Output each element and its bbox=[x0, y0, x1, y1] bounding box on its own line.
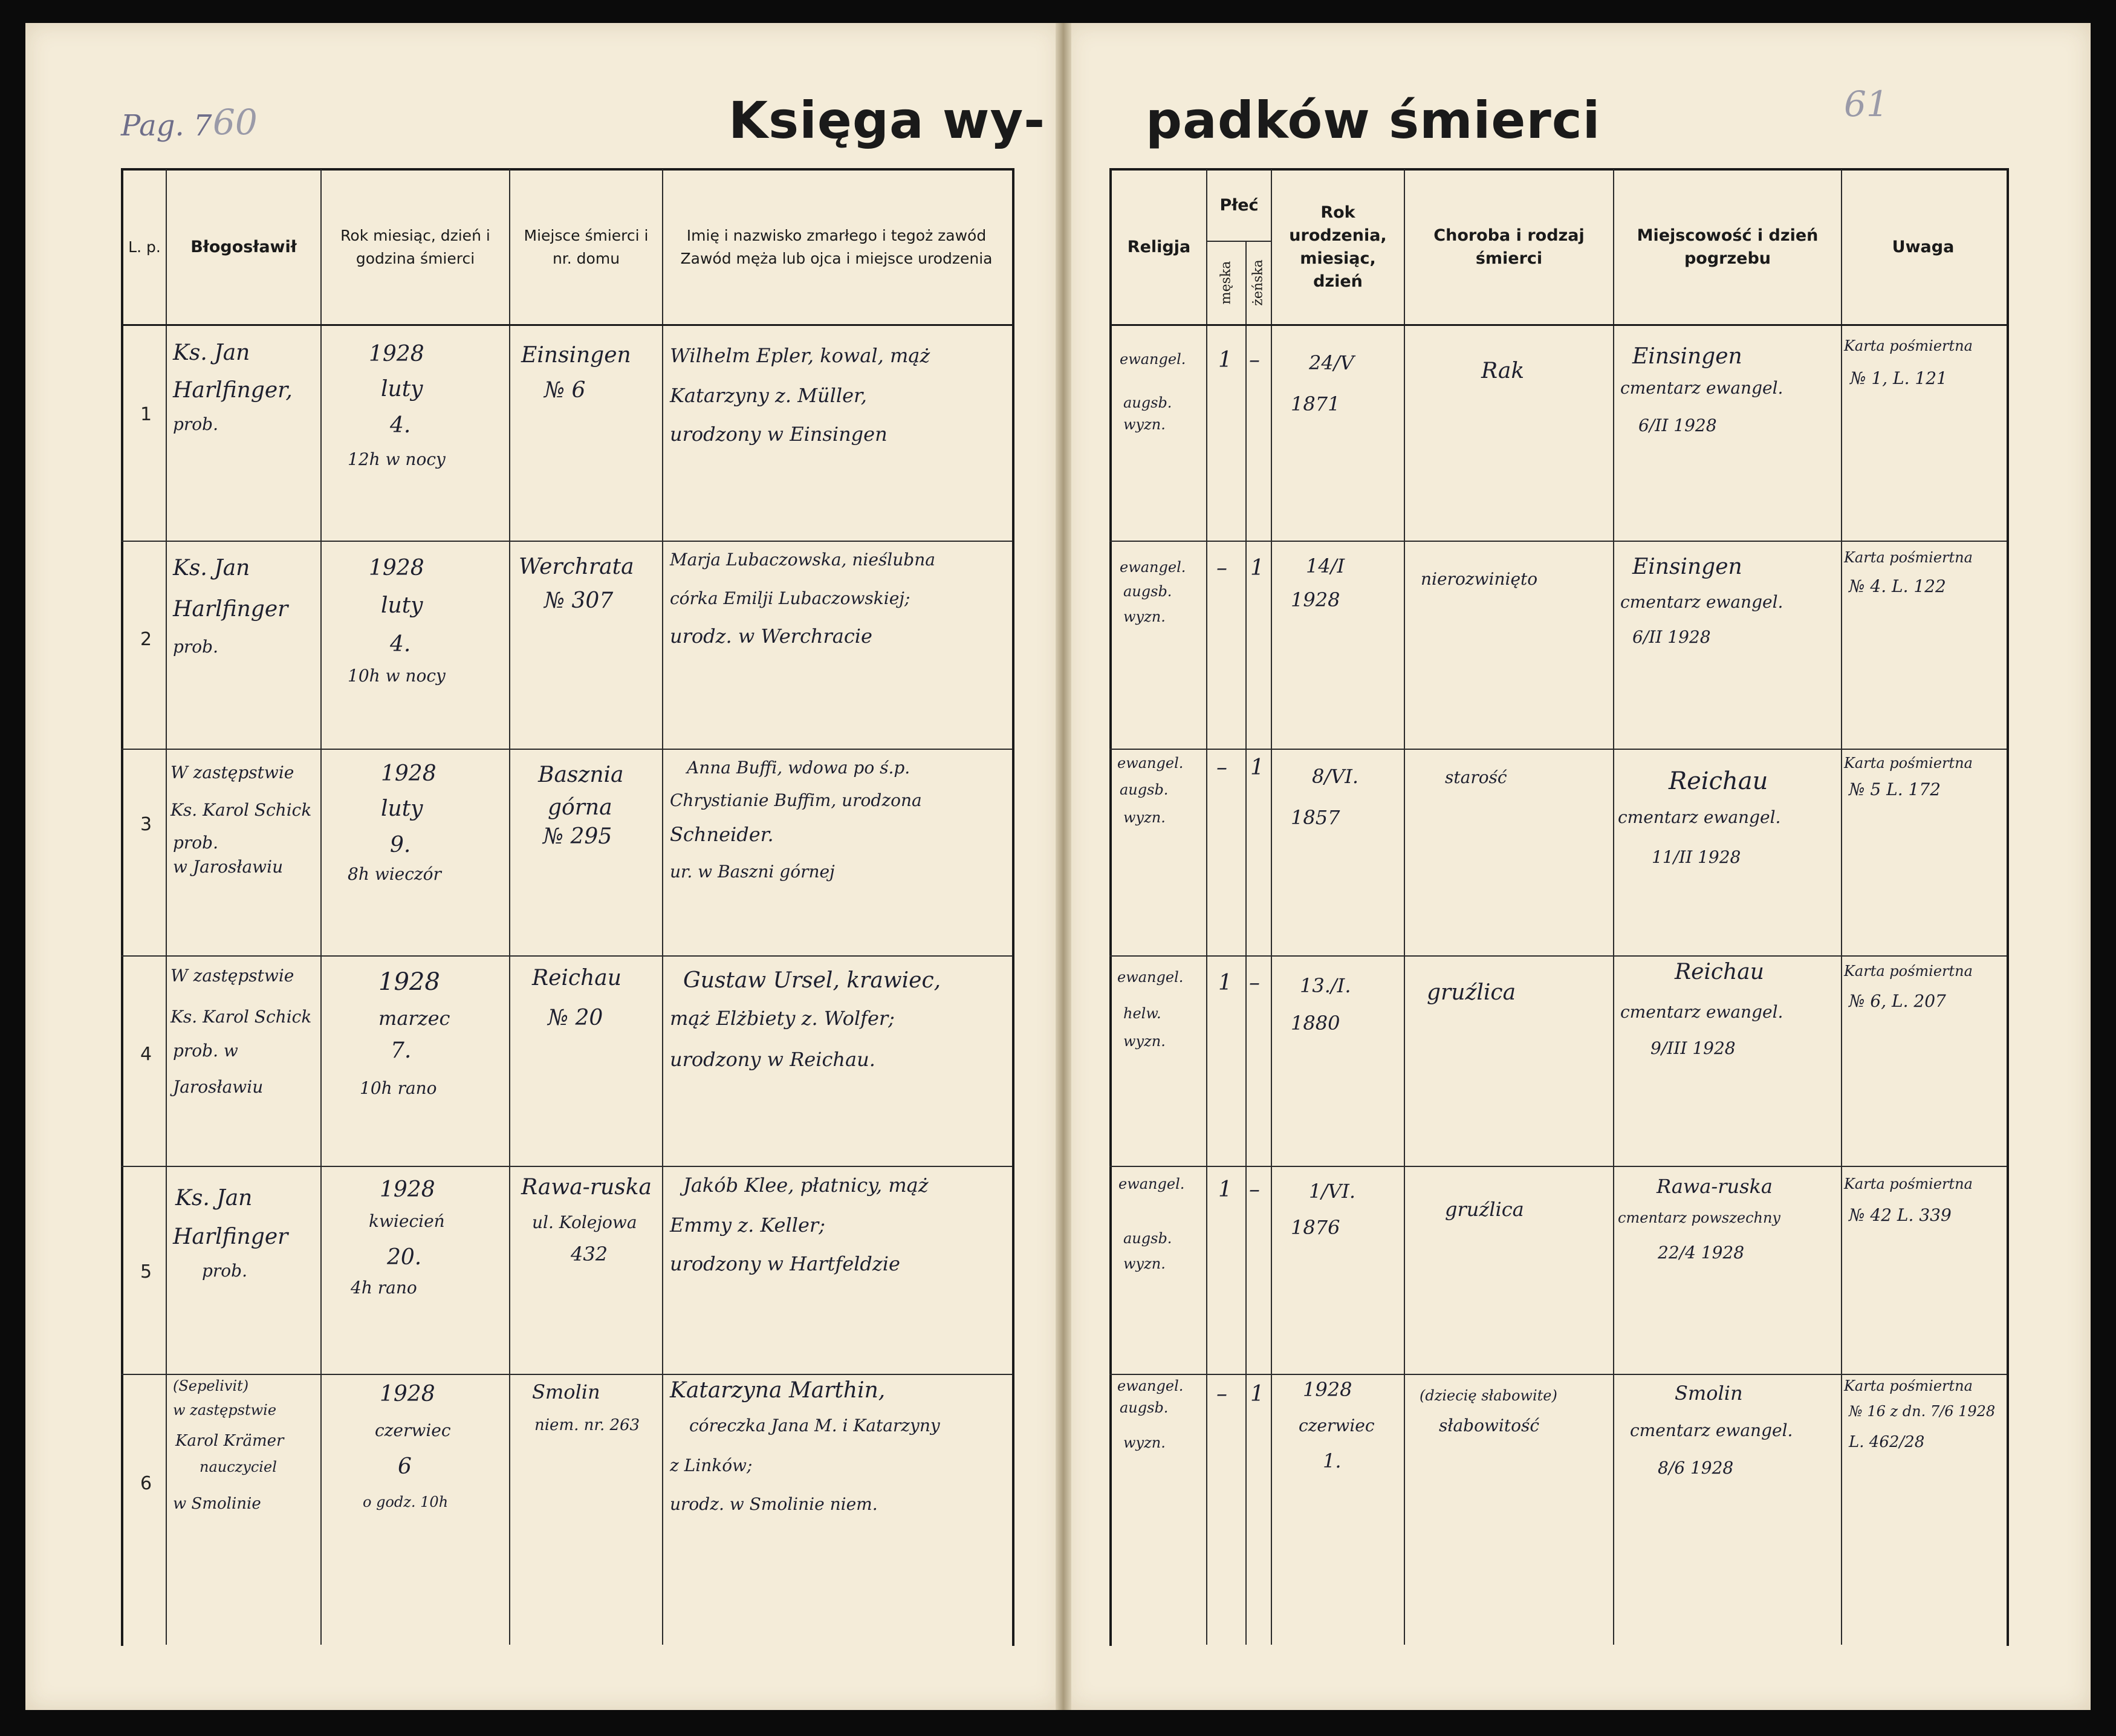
row-6-religja-2: augsb. bbox=[1120, 1399, 1169, 1416]
header-line bbox=[1109, 324, 2007, 326]
row-6-religja-1: ewangel. bbox=[1117, 1377, 1184, 1394]
row-5-lp: 5 bbox=[140, 1261, 152, 1282]
col-line bbox=[1841, 169, 1842, 1645]
row-2-pogrzeb-3: 6/II 1928 bbox=[1632, 627, 1711, 647]
row-1-data-4: 12h w nocy bbox=[348, 449, 446, 469]
row-3-miejsce-3: № 295 bbox=[543, 824, 612, 849]
row-line bbox=[121, 749, 1012, 750]
row-2-meska: – bbox=[1216, 556, 1227, 580]
row-1-choroba-1: Rak bbox=[1481, 359, 1525, 383]
row-6-blogoslawil-5: w Smolinie bbox=[173, 1495, 261, 1513]
row-1-meska: 1 bbox=[1218, 348, 1232, 372]
row-3-meska: – bbox=[1216, 755, 1227, 780]
row-2-blogoslawil-3: prob. bbox=[173, 637, 218, 657]
row-5-imie-2: Emmy z. Keller; bbox=[670, 1214, 825, 1237]
row-5-miejsce-2: ul. Kolejowa bbox=[532, 1212, 637, 1232]
row-1-data-1: 1928 bbox=[369, 342, 424, 366]
row-2-urodzenie-2: 1928 bbox=[1291, 588, 1340, 611]
row-line bbox=[121, 955, 1012, 957]
row-2-data-3: 4. bbox=[390, 632, 411, 657]
row-1-miejsce-1: Einsingen bbox=[521, 343, 631, 368]
row-6-blogoslawil-1: (Sepelivit) bbox=[173, 1377, 249, 1394]
row-6-uwaga-3: L. 462/28 bbox=[1849, 1433, 1925, 1451]
row-5-data-1: 1928 bbox=[380, 1177, 435, 1202]
page-number-left: 60 bbox=[213, 102, 258, 143]
row-5-data-3: 20. bbox=[387, 1245, 422, 1270]
row-1-pogrzeb-2: cmentarz ewangel. bbox=[1620, 378, 1783, 398]
row-3-blogoslawil-3: prob. bbox=[173, 833, 218, 853]
row-3-religja-1: ewangel. bbox=[1117, 755, 1184, 772]
row-6-urodzenie-2: czerwiec bbox=[1299, 1416, 1375, 1435]
header-lp: L. p. bbox=[128, 238, 161, 256]
row-6-pogrzeb-3: 8/6 1928 bbox=[1658, 1458, 1734, 1478]
row-4-uwaga-2: № 6, L. 207 bbox=[1849, 991, 1946, 1011]
row-2-data-4: 10h w nocy bbox=[348, 666, 446, 686]
row-6-data-4: o godz. 10h bbox=[363, 1494, 449, 1510]
row-3-zenska: 1 bbox=[1250, 755, 1264, 780]
row-3-pogrzeb-2: cmentarz ewangel. bbox=[1618, 807, 1781, 827]
row-3-miejsce-1: Basznia bbox=[538, 762, 624, 787]
row-3-choroba-1: starość bbox=[1445, 767, 1507, 787]
row-4-blogoslawil-3: prob. w bbox=[173, 1041, 238, 1061]
row-5-pogrzeb-3: 22/4 1928 bbox=[1658, 1243, 1745, 1263]
row-2-religja-1: ewangel. bbox=[1120, 559, 1186, 576]
row-4-imie-2: mąż Elżbiety z. Wolfer; bbox=[670, 1007, 895, 1030]
row-2-blogoslawil-2: Harlfinger bbox=[173, 597, 288, 622]
row-4-imie-3: urodzony w Reichau. bbox=[670, 1048, 875, 1071]
row-2-miejsce-2: № 307 bbox=[544, 588, 614, 613]
row-4-miejsce-1: Reichau bbox=[532, 966, 621, 990]
row-4-urodzenie-2: 1880 bbox=[1291, 1012, 1340, 1035]
row-line bbox=[1109, 1374, 2007, 1375]
row-5-blogoslawil-3: prob. bbox=[202, 1261, 247, 1281]
row-4-religja-3: wyzn. bbox=[1123, 1033, 1166, 1050]
row-1-urodzenie-2: 1871 bbox=[1291, 392, 1340, 415]
row-6-imie-2: córeczka Jana M. i Katarzyny bbox=[689, 1416, 940, 1435]
row-1-imie-1: Wilhelm Epler, kowal, mąż bbox=[670, 344, 930, 367]
page-note: Pag. 7 bbox=[121, 109, 212, 143]
book-gutter bbox=[1056, 23, 1071, 1710]
row-4-pogrzeb-1: Reichau bbox=[1675, 960, 1764, 984]
row-5-data-4: 4h rano bbox=[351, 1278, 417, 1298]
row-5-miejsce-3: 432 bbox=[571, 1243, 608, 1266]
header-meska: męska bbox=[1218, 261, 1234, 305]
row-5-blogoslawil-1: Ks. Jan bbox=[175, 1186, 253, 1211]
col-line bbox=[1613, 169, 1614, 1645]
row-2-choroba-1: nierozwinięto bbox=[1421, 569, 1538, 589]
row-3-religja-2: augsb. bbox=[1120, 781, 1169, 798]
row-5-data-2: kwiecień bbox=[369, 1211, 445, 1231]
row-5-imie-1: Jakób Klee, płatnicy, mąż bbox=[683, 1174, 929, 1197]
row-2-miejsce-1: Werchrata bbox=[519, 554, 634, 579]
right-table-frame bbox=[1109, 168, 2009, 1646]
row-6-imie-1: Katarzyna Marthin, bbox=[670, 1378, 886, 1403]
row-3-miejsce-2: górna bbox=[548, 795, 612, 820]
row-2-uwaga-2: № 4. L. 122 bbox=[1849, 576, 1946, 596]
row-1-uwaga-1: Karta pośmiertna bbox=[1844, 337, 1973, 354]
header-plec: Płeć bbox=[1219, 196, 1259, 215]
row-3-urodzenie-1: 8/VI. bbox=[1312, 765, 1359, 788]
row-4-blogoslawil-4: Jarosławiu bbox=[173, 1077, 264, 1097]
row-6-pogrzeb-2: cmentarz ewangel. bbox=[1630, 1420, 1793, 1440]
row-5-blogoslawil-2: Harlfinger bbox=[173, 1224, 288, 1249]
row-3-pogrzeb-1: Reichau bbox=[1669, 767, 1768, 795]
row-6-urodzenie-1: 1928 bbox=[1303, 1378, 1352, 1401]
row-6-pogrzeb-1: Smolin bbox=[1675, 1382, 1743, 1405]
row-6-miejsce-2: niem. nr. 263 bbox=[534, 1416, 640, 1434]
header-rok-urodzenia: Rok urodzenia, miesiąc, dzień bbox=[1289, 203, 1387, 291]
row-2-religja-2: augsb. bbox=[1123, 583, 1172, 600]
row-6-data-3: 6 bbox=[398, 1454, 412, 1479]
row-3-uwaga-1: Karta pośmiertna bbox=[1844, 755, 1973, 772]
row-6-meska: – bbox=[1216, 1382, 1227, 1406]
row-4-imie-1: Gustaw Ursel, krawiec, bbox=[683, 968, 941, 993]
row-1-religja-3: wyzn. bbox=[1123, 416, 1166, 433]
row-6-religja-3: wyzn. bbox=[1123, 1434, 1166, 1451]
row-line bbox=[121, 1374, 1012, 1375]
row-1-blogoslawil-2: Harlfinger, bbox=[173, 378, 293, 403]
row-5-urodzenie-2: 1876 bbox=[1291, 1216, 1340, 1239]
row-4-data-1: 1928 bbox=[378, 968, 440, 996]
row-4-zenska: – bbox=[1249, 970, 1260, 995]
header-rok-miesiac: Rok miesiąc, dzień i godzina śmierci bbox=[340, 227, 490, 267]
col-line bbox=[1206, 169, 1207, 1645]
row-1-lp: 1 bbox=[140, 404, 152, 425]
row-3-lp: 3 bbox=[140, 814, 152, 835]
row-2-data-1: 1928 bbox=[369, 556, 424, 580]
row-3-imie-3: Schneider. bbox=[670, 823, 774, 846]
row-1-data-2: luty bbox=[381, 377, 423, 401]
col-line bbox=[166, 169, 167, 1645]
col-line bbox=[1404, 169, 1405, 1645]
row-6-uwaga-2: № 16 z dn. 7/6 1928 bbox=[1849, 1403, 1996, 1420]
row-5-religja-3: wyzn. bbox=[1123, 1255, 1166, 1272]
row-5-choroba-1: gruźlica bbox=[1445, 1198, 1524, 1221]
header-zenska: żeńska bbox=[1250, 259, 1266, 306]
row-1-uwaga-2: № 1, L. 121 bbox=[1850, 368, 1947, 388]
row-3-blogoslawil-4: w Jarosławiu bbox=[173, 857, 284, 877]
row-6-lp: 6 bbox=[140, 1473, 152, 1494]
row-2-lp: 2 bbox=[140, 629, 152, 650]
row-line bbox=[1109, 749, 2007, 750]
header-choroba: Choroba i rodzaj śmierci bbox=[1433, 226, 1585, 268]
row-6-imie-3: z Linków; bbox=[670, 1455, 753, 1475]
row-3-data-2: luty bbox=[381, 796, 423, 821]
row-6-uwaga-1: Karta pośmiertna bbox=[1844, 1377, 1973, 1394]
row-1-pogrzeb-1: Einsingen bbox=[1632, 344, 1742, 369]
row-1-religja-1: ewangel. bbox=[1120, 351, 1186, 368]
row-1-miejsce-2: № 6 bbox=[544, 378, 586, 403]
row-2-imie-3: urodz. w Werchracie bbox=[670, 625, 872, 648]
row-2-imie-2: córka Emilji Lubaczowskiej; bbox=[670, 588, 910, 608]
row-5-religja-2: augsb. bbox=[1123, 1230, 1172, 1247]
row-2-zenska: 1 bbox=[1250, 556, 1264, 580]
row-3-data-1: 1928 bbox=[381, 761, 437, 786]
row-1-urodzenie-1: 24/V bbox=[1309, 351, 1354, 374]
row-4-urodzenie-1: 13./I. bbox=[1300, 974, 1351, 997]
row-5-religja-1: ewangel. bbox=[1118, 1175, 1185, 1192]
row-line bbox=[121, 541, 1012, 542]
row-4-blogoslawil-1: W zastępstwie bbox=[170, 966, 294, 986]
row-4-data-2: marzec bbox=[378, 1007, 450, 1030]
row-2-pogrzeb-2: cmentarz ewangel. bbox=[1620, 592, 1783, 612]
row-5-meska: 1 bbox=[1218, 1177, 1232, 1202]
row-2-blogoslawil-1: Ks. Jan bbox=[173, 556, 250, 580]
row-4-pogrzeb-2: cmentarz ewangel. bbox=[1620, 1002, 1783, 1022]
plec-divider bbox=[1206, 241, 1271, 242]
row-4-choroba-1: gruźlica bbox=[1427, 980, 1516, 1005]
row-5-uwaga-2: № 42 L. 339 bbox=[1849, 1205, 1952, 1225]
row-2-religja-3: wyzn. bbox=[1123, 608, 1166, 625]
col-line bbox=[1271, 169, 1272, 1645]
row-1-imie-2: Katarzyny z. Müller, bbox=[670, 384, 867, 407]
row-6-choroba-2: słabowitość bbox=[1439, 1416, 1540, 1435]
row-5-pogrzeb-2: cmentarz powszechny bbox=[1618, 1209, 1780, 1226]
row-line bbox=[1109, 541, 2007, 542]
row-3-data-4: 8h wieczór bbox=[348, 864, 441, 884]
page-number-right: 61 bbox=[1844, 83, 1889, 125]
row-6-blogoslawil-4: nauczyciel bbox=[200, 1458, 277, 1475]
row-3-religja-3: wyzn. bbox=[1123, 809, 1166, 826]
row-4-blogoslawil-2: Ks. Karol Schick bbox=[170, 1007, 312, 1027]
col-line bbox=[509, 169, 510, 1645]
row-3-urodzenie-2: 1857 bbox=[1291, 806, 1340, 829]
row-5-imie-3: urodzony w Hartfeldzie bbox=[670, 1252, 900, 1275]
row-6-urodzenie-3: 1. bbox=[1323, 1449, 1342, 1472]
row-1-blogoslawil-3: prob. bbox=[173, 414, 218, 434]
row-3-blogoslawil-1: W zastępstwie bbox=[170, 762, 294, 782]
row-6-data-1: 1928 bbox=[380, 1382, 435, 1406]
row-4-lp: 4 bbox=[140, 1044, 152, 1065]
row-2-data-2: luty bbox=[381, 593, 423, 618]
row-3-pogrzeb-3: 11/II 1928 bbox=[1652, 847, 1741, 867]
row-2-pogrzeb-1: Einsingen bbox=[1632, 554, 1742, 579]
header-religja: Religja bbox=[1127, 238, 1191, 256]
row-4-miejsce-2: № 20 bbox=[548, 1006, 603, 1030]
row-4-uwaga-1: Karta pośmiertna bbox=[1844, 963, 1973, 980]
row-3-uwaga-2: № 5 L. 172 bbox=[1849, 779, 1941, 799]
col-line bbox=[1245, 242, 1247, 1645]
row-1-blogoslawil-1: Ks. Jan bbox=[173, 340, 250, 365]
row-line bbox=[1109, 1166, 2007, 1167]
row-3-data-3: 9. bbox=[390, 833, 411, 857]
row-4-data-4: 10h rano bbox=[360, 1078, 437, 1098]
row-3-imie-2: Chrystianie Buffim, urodzona bbox=[670, 790, 922, 810]
row-line bbox=[121, 1166, 1012, 1167]
row-3-blogoslawil-2: Ks. Karol Schick bbox=[170, 800, 312, 820]
row-3-imie-1: Anna Buffi, wdowa po ś.p. bbox=[687, 758, 910, 778]
row-5-zenska: – bbox=[1249, 1177, 1260, 1202]
header-miejsce: Miejsce śmierci i nr. domu bbox=[524, 227, 649, 267]
header-imie: Imię i nazwisko zmarłego i tegoż zawód Zawód męża lub ojca i miejsce urodzenia bbox=[680, 227, 993, 267]
row-5-miejsce-1: Rawa-ruska bbox=[521, 1175, 652, 1200]
header-blogoslawil: Błogosławił bbox=[190, 238, 297, 256]
header-miejscowosc: Miejscowość i dzień pogrzebu bbox=[1637, 226, 1819, 268]
col-line bbox=[662, 169, 663, 1645]
row-4-meska: 1 bbox=[1218, 970, 1232, 995]
title-right: padków śmierci bbox=[1146, 91, 1601, 150]
row-1-data-3: 4. bbox=[390, 413, 411, 438]
row-3-imie-4: ur. w Baszni górnej bbox=[670, 862, 835, 882]
row-4-religja-1: ewangel. bbox=[1117, 969, 1184, 986]
row-5-urodzenie-1: 1/VI. bbox=[1309, 1180, 1356, 1203]
row-4-pogrzeb-3: 9/III 1928 bbox=[1650, 1038, 1736, 1058]
row-1-zenska: – bbox=[1249, 348, 1260, 372]
header-uwaga: Uwaga bbox=[1892, 238, 1955, 256]
row-2-imie-1: Marja Lubaczowska, nieślubna bbox=[670, 550, 935, 570]
row-6-zenska: 1 bbox=[1250, 1382, 1264, 1406]
row-2-uwaga-1: Karta pośmiertna bbox=[1844, 549, 1973, 566]
row-6-data-2: czerwiec bbox=[375, 1420, 451, 1440]
row-1-imie-3: urodzony w Einsingen bbox=[670, 423, 888, 446]
row-line bbox=[1109, 955, 2007, 957]
col-line bbox=[320, 169, 322, 1645]
row-6-choroba-1: (dziecię słabowite) bbox=[1420, 1387, 1557, 1404]
row-1-religja-2: augsb. bbox=[1123, 394, 1172, 411]
row-6-blogoslawil-2: w zastępstwie bbox=[173, 1402, 277, 1419]
row-5-pogrzeb-1: Rawa-ruska bbox=[1657, 1175, 1773, 1198]
row-4-data-3: 7. bbox=[391, 1038, 412, 1063]
row-4-religja-2: helw. bbox=[1123, 1005, 1161, 1022]
row-6-miejsce-1: Smolin bbox=[532, 1380, 600, 1403]
title-left: Księga wy- bbox=[729, 91, 1046, 150]
row-2-urodzenie-1: 14/I bbox=[1306, 554, 1345, 577]
header-line bbox=[121, 324, 1012, 326]
row-5-uwaga-1: Karta pośmiertna bbox=[1844, 1175, 1973, 1192]
row-6-imie-4: urodz. w Smolinie niem. bbox=[670, 1494, 878, 1514]
row-1-pogrzeb-3: 6/II 1928 bbox=[1638, 415, 1717, 435]
row-6-blogoslawil-3: Karol Krämer bbox=[175, 1432, 284, 1450]
